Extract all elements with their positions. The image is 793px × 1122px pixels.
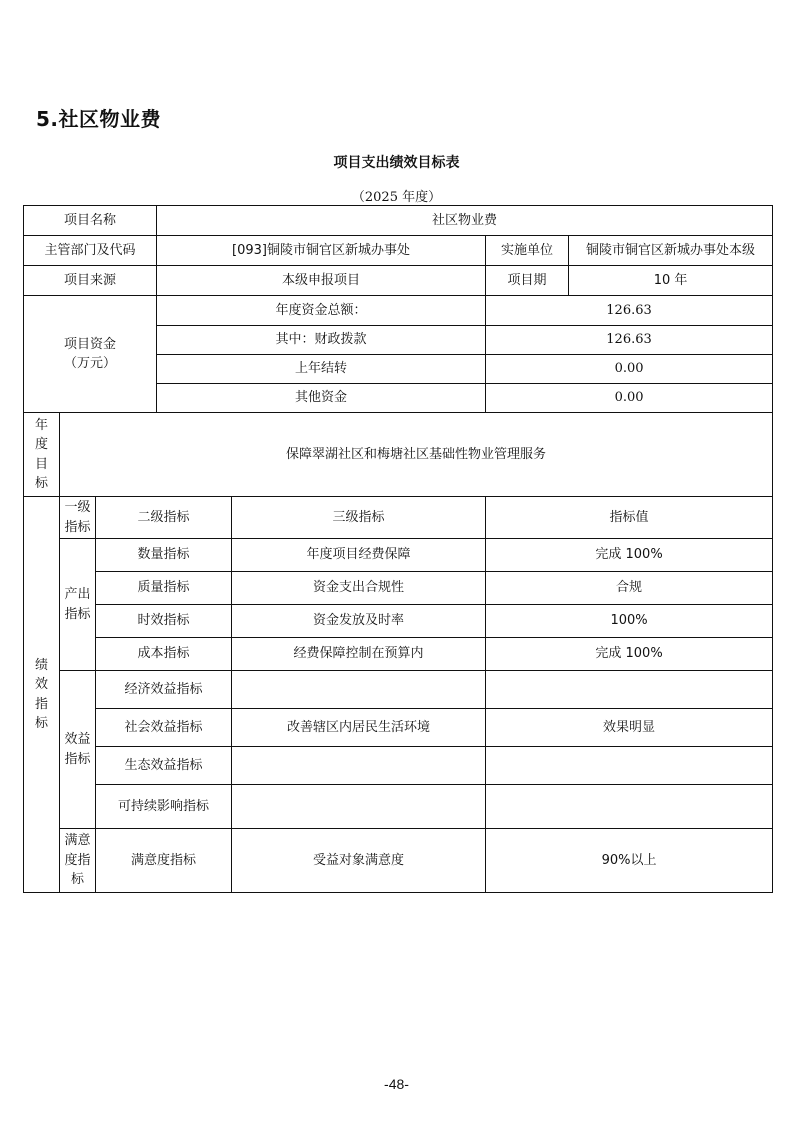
benefit-l3: 改善辖区内居民生活环境 [232, 709, 486, 747]
annual-goal-text: 保障翠湖社区和梅塘社区基础性物业管理服务 [60, 413, 773, 497]
source-row [24, 266, 773, 296]
output-l2: 质量指标 [96, 572, 232, 605]
indicators-label: 绩 效 指 标 [24, 497, 60, 893]
funds-other-label: 其他资金 [157, 384, 486, 413]
level1-header: 一级 指标 [60, 497, 96, 539]
output-l3: 经费保障控制在预算内 [232, 638, 486, 671]
table-row [24, 638, 773, 671]
output-value: 完成 100% [486, 638, 773, 671]
satisfaction-l3: 受益对象满意度 [232, 829, 486, 893]
funds-label: 项目资金 （万元） [24, 296, 157, 413]
dept-value: [093]铜陵市铜官区新城办事处 [157, 236, 486, 266]
page-number: -48- [384, 1076, 409, 1092]
benefit-value [486, 671, 773, 709]
impl-label: 实施单位 [486, 236, 569, 266]
indicator-header-row [24, 497, 773, 539]
table-row [24, 572, 773, 605]
level3-header: 三级指标 [232, 497, 486, 539]
period-value: 10 年 [569, 266, 773, 296]
benefit-value: 效果明显 [486, 709, 773, 747]
dept-row [24, 236, 773, 266]
level2-header: 二级指标 [96, 497, 232, 539]
annual-goal-row [24, 413, 773, 497]
value-header: 指标值 [486, 497, 773, 539]
output-value: 100% [486, 605, 773, 638]
benefit-l2: 可持续影响指标 [96, 785, 232, 829]
benefit-value [486, 747, 773, 785]
output-l3: 资金发放及时率 [232, 605, 486, 638]
table-row [24, 605, 773, 638]
funds-total-label: 年度资金总额： [157, 296, 486, 326]
source-label: 项目来源 [24, 266, 157, 296]
output-indicators-label: 产出 指标 [60, 539, 96, 671]
funds-carryover-label: 上年结转 [157, 355, 486, 384]
output-l3: 资金支出合规性 [232, 572, 486, 605]
benefit-l3 [232, 747, 486, 785]
dept-label: 主管部门及代码 [24, 236, 157, 266]
benefit-indicators-label: 效益 指标 [60, 671, 96, 829]
table-title: 项目支出绩效目标表 [333, 155, 460, 171]
year-label: （2025 年度） [351, 190, 442, 205]
table-row [24, 829, 773, 893]
table-row [24, 539, 773, 572]
source-value: 本级申报项目 [157, 266, 486, 296]
period-label: 项目期 [486, 266, 569, 296]
funds-total-value: 126.63 [486, 296, 773, 326]
funds-row [24, 296, 773, 326]
benefit-l2: 生态效益指标 [96, 747, 232, 785]
benefit-value [486, 785, 773, 829]
table-row [24, 671, 773, 709]
funds-fiscal-label: 其中：财政拨款 [157, 326, 486, 355]
benefit-l3 [232, 785, 486, 829]
impl-value: 铜陵市铜官区新城办事处本级 [569, 236, 773, 266]
table-row [24, 785, 773, 829]
output-value: 完成 100% [486, 539, 773, 572]
section-title: 5.社区物业费 [36, 107, 162, 131]
satisfaction-l2: 满意度指标 [96, 829, 232, 893]
benefit-l3 [232, 671, 486, 709]
benefit-l2: 社会效益指标 [96, 709, 232, 747]
table-row [24, 709, 773, 747]
benefit-l2: 经济效益指标 [96, 671, 232, 709]
output-l3: 年度项目经费保障 [232, 539, 486, 572]
funds-fiscal-value: 126.63 [486, 326, 773, 355]
output-l2: 数量指标 [96, 539, 232, 572]
project-name-label: 项目名称 [24, 206, 157, 236]
project-name-value: 社区物业费 [157, 206, 773, 236]
output-value: 合规 [486, 572, 773, 605]
annual-goal-label: 年 度 目 标 [24, 413, 60, 497]
performance-table [23, 205, 773, 893]
funds-other-value: 0.00 [486, 384, 773, 413]
table-row [24, 747, 773, 785]
satisfaction-value: 90%以上 [486, 829, 773, 893]
output-l2: 成本指标 [96, 638, 232, 671]
project-name-row [24, 206, 773, 236]
output-l2: 时效指标 [96, 605, 232, 638]
funds-carryover-value: 0.00 [486, 355, 773, 384]
satisfaction-indicators-label: 满意 度指 标 [60, 829, 96, 893]
